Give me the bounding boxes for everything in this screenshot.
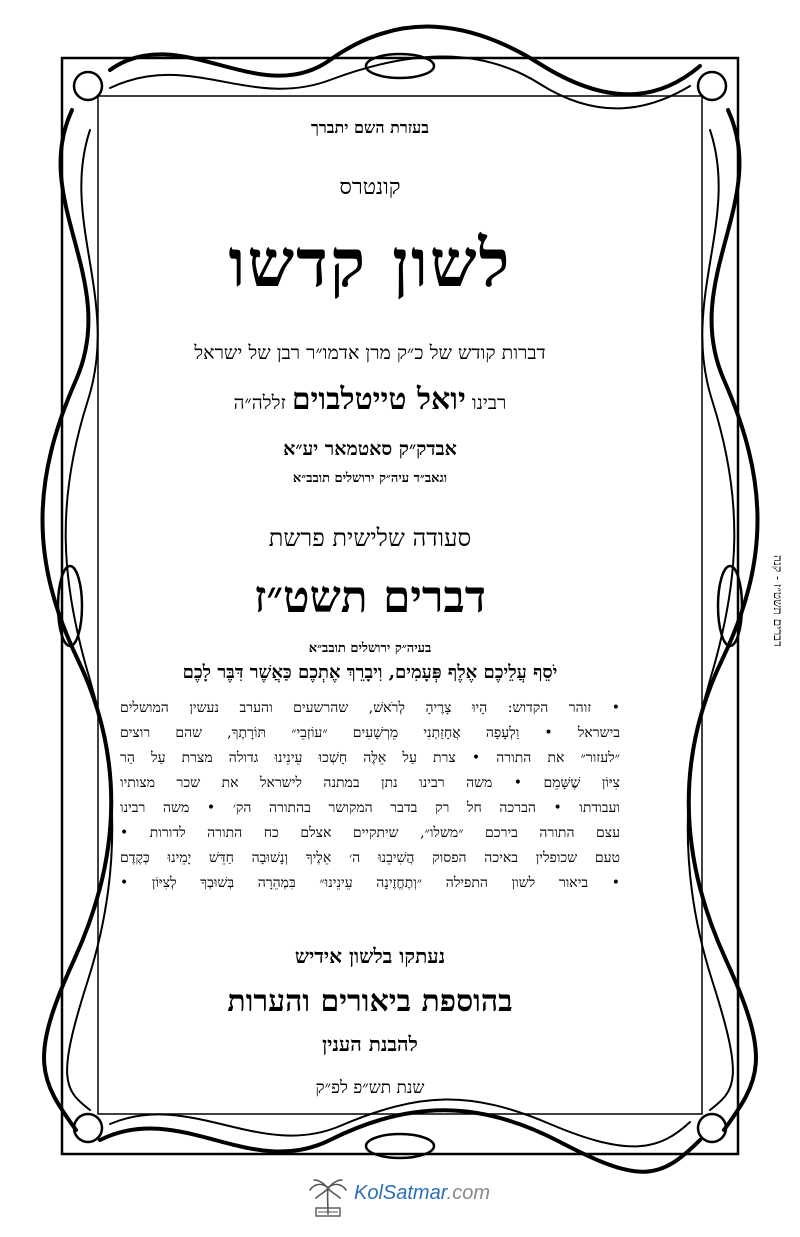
kuntres-label: קונטרס	[339, 175, 401, 200]
summary-line: ״לעזור״ את התורה • צרת עַל אֵלֶּה חָשְׁכוּ עֵינֵינוּ גדולה מצרת עַל הַר	[120, 750, 620, 766]
logo-name: KolSatmar	[354, 1182, 447, 1204]
logo-tld: .com	[446, 1182, 490, 1204]
author-name: יואל טייטלבוים	[291, 382, 466, 417]
book-title: לשון קדשו	[228, 224, 512, 302]
kolsatmar-logo	[306, 1178, 506, 1218]
seuda-label: סעודה שלישית פרשת	[268, 524, 472, 552]
place-line: בעיה״ק ירושלים תובב״א	[308, 641, 432, 656]
author-prefix: רבינו	[471, 392, 507, 414]
summary-line: בישראל • וַלְעָפָה אֲחָזַתְנִי מֵרְשָׁעִים ״עוֹזְבֵי״ תּוֹרָתֶךָ, שהם רוצים	[120, 725, 620, 741]
summary-line: טעם שכופלין באיכה הפסוק הֲשִׁיבֵנוּ ה׳ אֵלֶיךָ וְנָשׁוּבָה חַדֵּשׁ יָמֵינוּ כְּקֶדֶם	[120, 850, 620, 866]
summary-line: צִיּוֹן שֶׁשָּׁמֵם • משה רבינו נתן במתנה לישראל את שכר מצותיו	[120, 775, 620, 791]
author-title: אבדק״ק סאטמאר יע״א	[283, 438, 457, 460]
blessing-line: בעזרת השם יתברך	[311, 118, 429, 137]
verse-line: יֹסֵף עֲלֵיכֶם אֶלֶף פְּעָמִים, וִיבָרֵךְ אֶתְכֶם כַּאֲשֶׁר דִּבֶּר לָכֶם	[182, 662, 558, 683]
author-suffix: זללה״ה	[233, 392, 286, 414]
logo-text	[354, 1182, 490, 1205]
author-intro: דברות קודש של כ״ק מרן אדמו״ר רבן של ישראל	[194, 342, 546, 364]
summary-line: • זוהר הקדוש: הָיוּ צָרֶיהָ לְרֹאשׁ, שהרשעים והערב נעשין המושלים	[120, 700, 620, 716]
palm-tree-icon	[306, 1178, 350, 1218]
additions-line: בהוספת ביאורים והערות	[227, 984, 513, 1019]
summary-block	[120, 696, 620, 896]
summary-line: עצם התורה בירכם ״משלו״, שיתקיים אצלם כח התורה לדורות •	[120, 825, 620, 841]
year-line: שנת תש״פ לפ״ק	[315, 1078, 425, 1098]
author-name-line	[120, 382, 620, 417]
translated-line: נעתקו בלשון אידיש	[294, 944, 446, 968]
title-page	[120, 112, 620, 1098]
summary-line: ועבודתו • הברכה חל רק בדבר המקושר בהתורה הק׳ • משה רבינו	[120, 800, 620, 816]
summary-line: • ביאור לשון התפילה ״וְתֶחֱזֶינָה עֵינֵינוּ״ בִּמְהֵרָה בְּשׁוּבְךָ לְצִיּוֹן •	[120, 875, 620, 891]
author-subtitle: וגאב״ד עיה״ק ירושלים תובב״א	[292, 471, 448, 486]
purpose-line: להבנת הענין	[322, 1032, 418, 1056]
side-note: דברים תשט״ז - קנה	[771, 555, 785, 647]
parsha-title: דברים תשט״ז	[254, 572, 486, 623]
